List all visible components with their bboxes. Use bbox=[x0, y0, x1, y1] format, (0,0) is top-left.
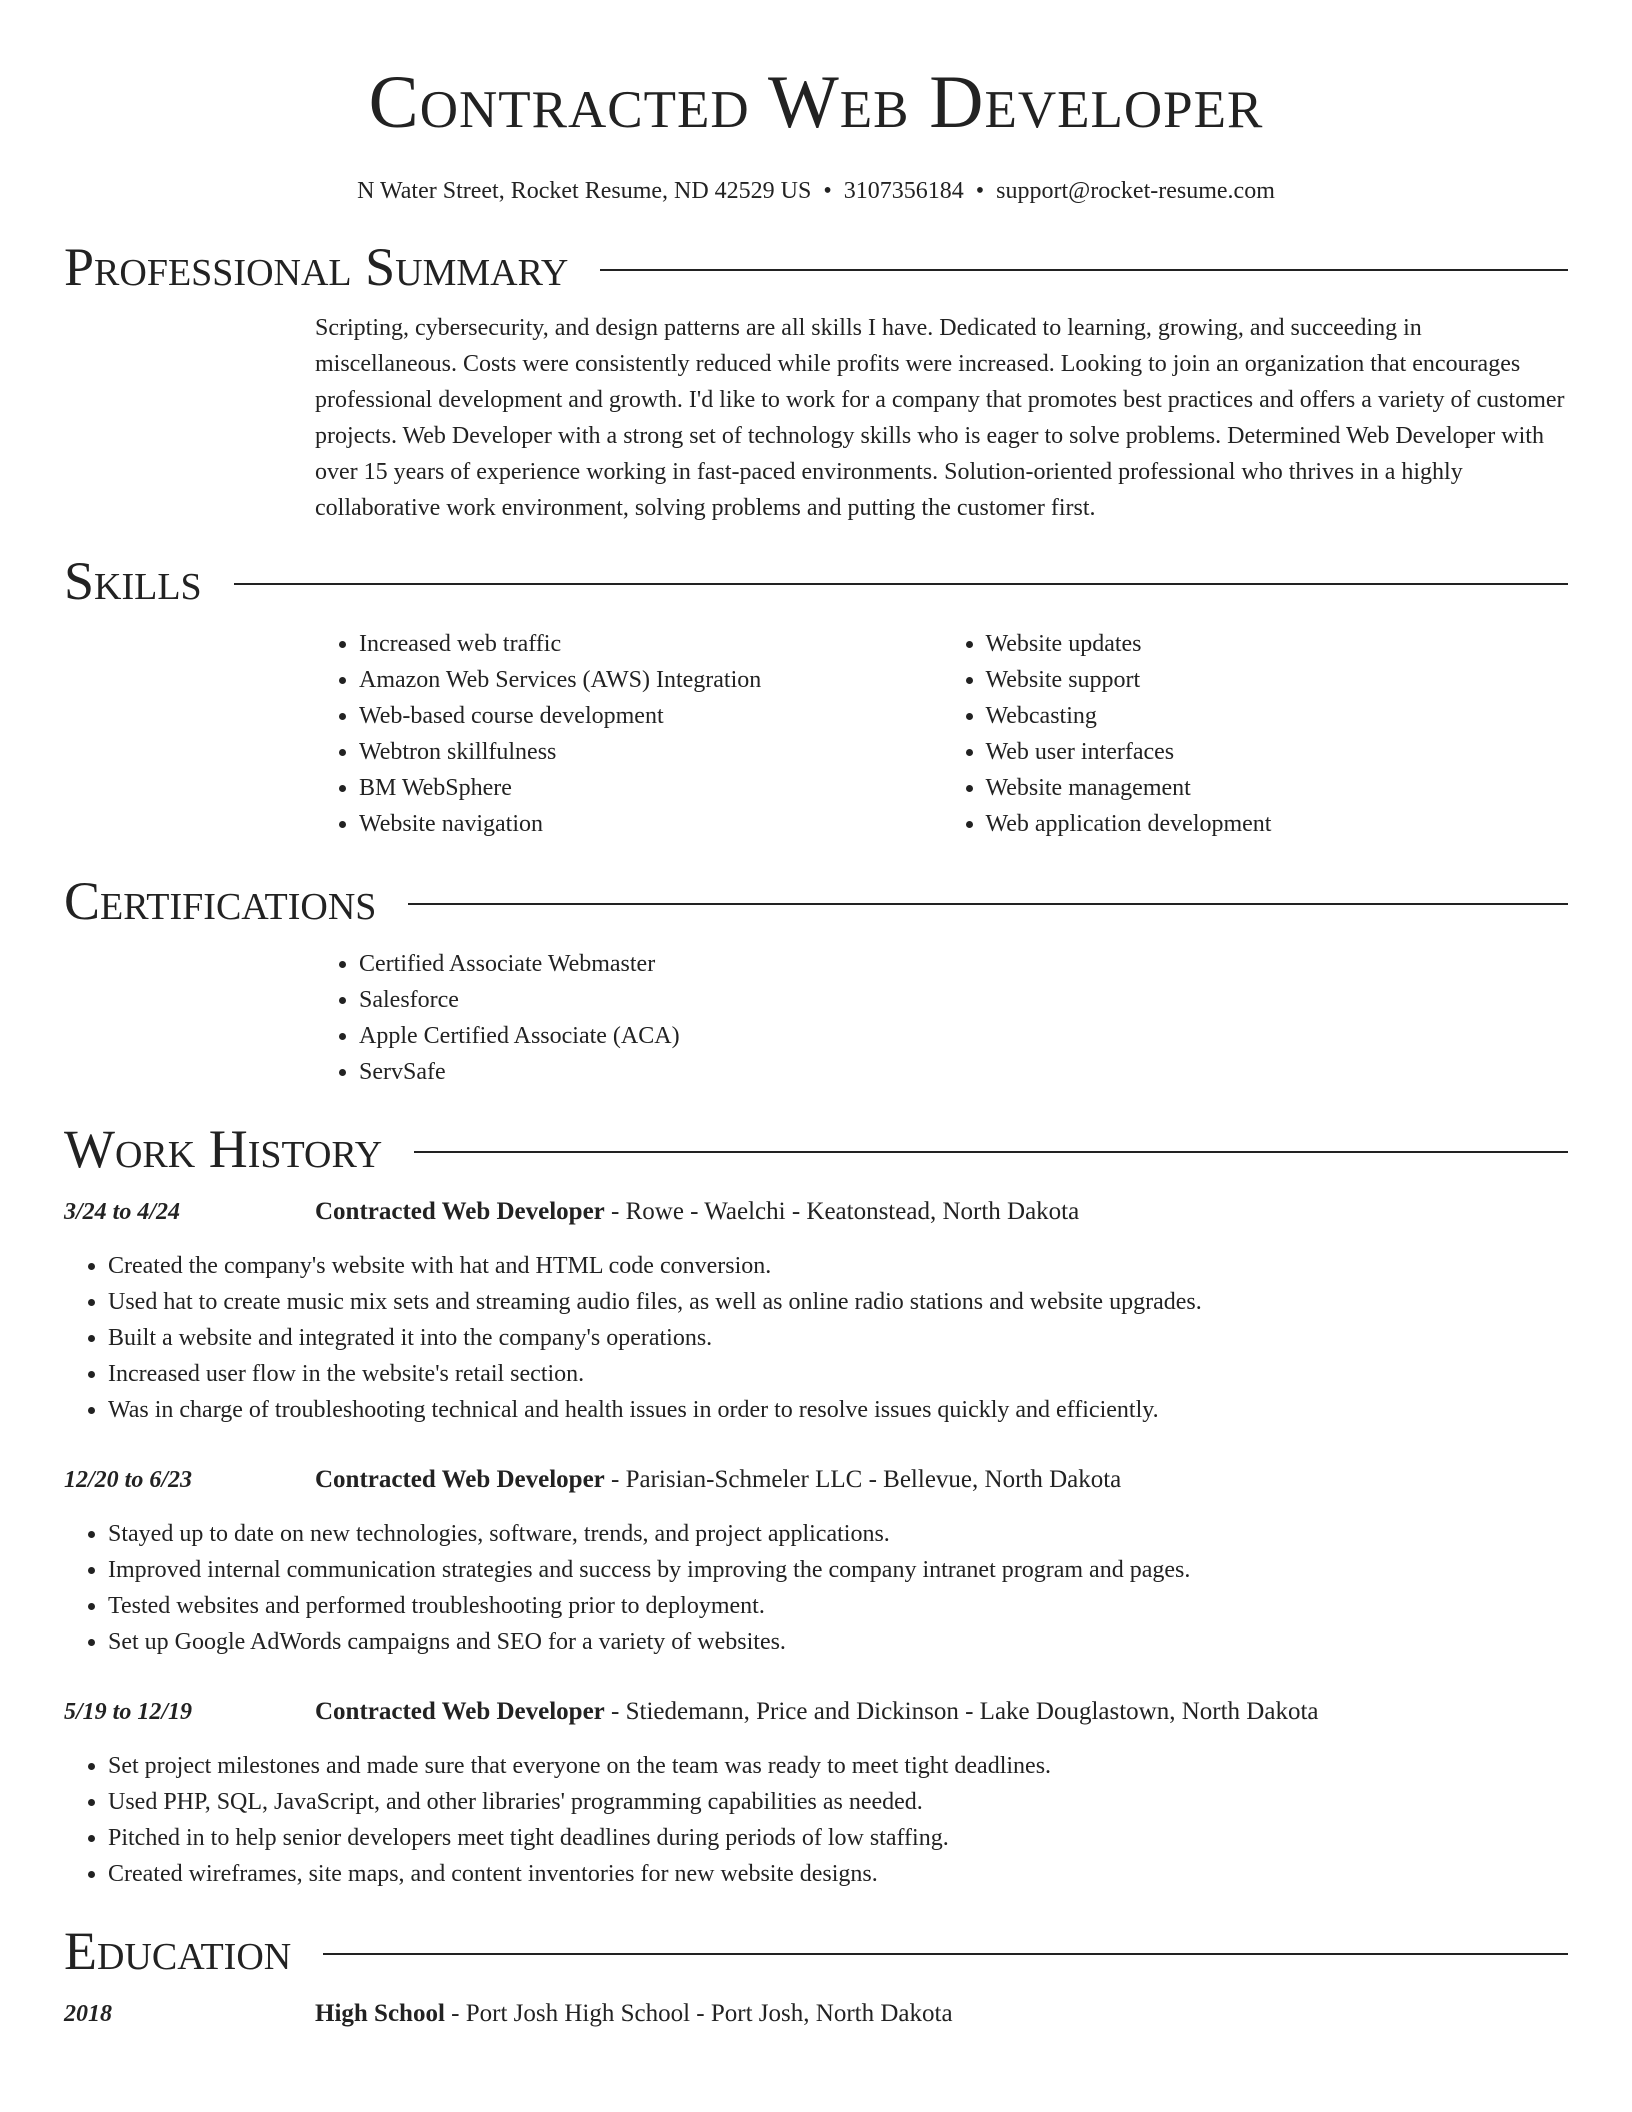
skill-item: • Webcasting bbox=[986, 698, 1569, 734]
skill-item: • Webtron skillfulness bbox=[359, 734, 942, 770]
job-title: Contracted Web Developer bbox=[315, 1198, 605, 1225]
job-dates: 12/20 to 6/23 bbox=[64, 1467, 193, 1493]
job-bullet: • Used hat to create music mix sets and streaming audio files, as well as online radio stations and website upgrades. bbox=[108, 1284, 1568, 1320]
certification-item: • Salesforce bbox=[359, 982, 1568, 1018]
resume-name: Contracted Web Developer bbox=[368, 61, 1264, 144]
job-bullets bbox=[0, 1748, 1568, 1892]
certification-item: • Apple Certified Associate (ACA) bbox=[359, 1018, 1568, 1054]
job-bullets bbox=[0, 1516, 1568, 1660]
contact-separator: • bbox=[823, 178, 832, 204]
summary-body bbox=[315, 310, 1568, 526]
job-bullet: • Set up Google AdWords campaigns and SEO for a variety of websites. bbox=[108, 1624, 1568, 1660]
skill-item: • Website support bbox=[986, 662, 1569, 698]
skill-item: • Web user interfaces bbox=[986, 734, 1569, 770]
skills-section-header bbox=[64, 550, 1568, 612]
skill-item: • BM WebSphere bbox=[359, 770, 942, 806]
skill-item: • Website management bbox=[986, 770, 1569, 806]
job-bullet: • Tested websites and performed troubleshooting prior to deployment. bbox=[108, 1588, 1568, 1624]
job-bullet: • Built a website and integrated it into the company's operations. bbox=[108, 1320, 1568, 1356]
section-divider bbox=[323, 1953, 1568, 1955]
job-bullet: • Stayed up to date on new technologies, software, trends, and project applications. bbox=[108, 1516, 1568, 1552]
job-bullet: • Created wireframes, site maps, and content inventories for new website designs. bbox=[108, 1856, 1568, 1892]
certifications-body bbox=[315, 946, 1568, 1090]
section-divider bbox=[414, 1151, 1568, 1153]
skill-item: • Increased web traffic bbox=[359, 626, 942, 662]
section-divider bbox=[234, 583, 1568, 585]
education-degree: High School bbox=[315, 2000, 445, 2027]
job-header bbox=[64, 1694, 1568, 1730]
job-header bbox=[64, 1194, 1568, 1230]
section-divider bbox=[600, 269, 1568, 271]
education-section-header bbox=[64, 1920, 1568, 1982]
job-entry bbox=[64, 1194, 1568, 1428]
skills-grid bbox=[315, 626, 1568, 842]
certification-item: • Certified Associate Webmaster bbox=[359, 946, 1568, 982]
education-date: 2018 bbox=[64, 2001, 112, 2027]
job-bullet: • Set project milestones and made sure that everyone on the team was ready to meet tight deadlines. bbox=[108, 1748, 1568, 1784]
contact-email: support@rocket-resume.com bbox=[996, 178, 1275, 204]
job-title-line bbox=[315, 1194, 1568, 1230]
education-header bbox=[64, 1996, 1568, 2032]
job-bullets bbox=[0, 1248, 1568, 1428]
job-title: Contracted Web Developer bbox=[315, 1698, 605, 1725]
skills-heading: Skills bbox=[64, 551, 202, 611]
certifications-list bbox=[315, 946, 1568, 1090]
job-company: - Stiedemann, Price and Dickinson - Lake Douglastown, North Dakota bbox=[604, 1698, 1319, 1725]
skill-item: • Website navigation bbox=[359, 806, 942, 842]
education-school: - Port Josh High School - Port Josh, North Dakota bbox=[444, 2000, 953, 2027]
education-entry bbox=[64, 1996, 1568, 2032]
certifications-section-header bbox=[64, 870, 1568, 932]
job-bullet: • Was in charge of troubleshooting technical and health issues in order to resolve issues quickly and efficiently. bbox=[108, 1392, 1568, 1428]
job-title-line bbox=[315, 1694, 1568, 1730]
section-divider bbox=[408, 903, 1568, 905]
skills-list-right bbox=[942, 626, 1569, 842]
job-dates: 3/24 to 4/24 bbox=[64, 1199, 181, 1225]
contact-line bbox=[64, 176, 1568, 206]
resume-page bbox=[64, 0, 1568, 2032]
job-company: - Rowe - Waelchi - Keatonstead, North Dakota bbox=[604, 1198, 1080, 1225]
work-section-header bbox=[64, 1118, 1568, 1180]
contact-phone: 3107356184 bbox=[843, 178, 964, 204]
job-bullet: • Increased user flow in the website's retail section. bbox=[108, 1356, 1568, 1392]
job-bullet: • Improved internal communication strategies and success by improving the company intranet program and pages. bbox=[108, 1552, 1568, 1588]
skill-item: • Amazon Web Services (AWS) Integration bbox=[359, 662, 942, 698]
skill-item: • Website updates bbox=[986, 626, 1569, 662]
contact-separator: • bbox=[975, 178, 985, 204]
job-bullet: • Used PHP, SQL, JavaScript, and other libraries' programming capabilities as needed. bbox=[108, 1784, 1568, 1820]
education-title-line bbox=[315, 1996, 1568, 2032]
summary-text: Scripting, cybersecurity, and design patterns are all skills I have. Dedicated to learning, growing, and succeeding in miscellaneous. Costs were consistently reduced while profits were increased. Looking to join an organization that encourages professional development and growth. I'd like to work for a company that promotes best practices and offers a variety of customer projects. Web Developer with a strong set of technology skills who is eager to solve problems. Determined Web Developer with over 15 years of experience working in fast-paced environments. Solution-oriented professional who thrives in a highly collaborative work environment, solving problems and putting the customer first. bbox=[315, 315, 1565, 521]
education-heading: Education bbox=[64, 1921, 292, 1981]
job-title: Contracted Web Developer bbox=[315, 1466, 605, 1493]
job-entry bbox=[64, 1694, 1568, 1892]
summary-section-header bbox=[64, 236, 1568, 298]
work-heading: Work History bbox=[64, 1119, 383, 1179]
certification-item: • ServSafe bbox=[359, 1054, 1568, 1090]
job-company: - Parisian-Schmeler LLC - Bellevue, North Dakota bbox=[604, 1466, 1122, 1493]
contact-address: N Water Street, Rocket Resume, ND 42529 US bbox=[357, 178, 812, 204]
job-entry bbox=[64, 1462, 1568, 1660]
skill-item: • Web application development bbox=[986, 806, 1569, 842]
job-bullet: • Created the company's website with hat and HTML code conversion. bbox=[108, 1248, 1568, 1284]
job-dates: 5/19 to 12/19 bbox=[64, 1699, 193, 1725]
skills-list-left bbox=[315, 626, 942, 842]
job-header bbox=[64, 1462, 1568, 1498]
job-title-line bbox=[315, 1462, 1568, 1498]
summary-heading: Professional Summary bbox=[64, 237, 569, 297]
skill-item: • Web-based course development bbox=[359, 698, 942, 734]
job-bullet: • Pitched in to help senior developers meet tight deadlines during periods of low staffing. bbox=[108, 1820, 1568, 1856]
certifications-heading: Certifications bbox=[64, 871, 377, 931]
